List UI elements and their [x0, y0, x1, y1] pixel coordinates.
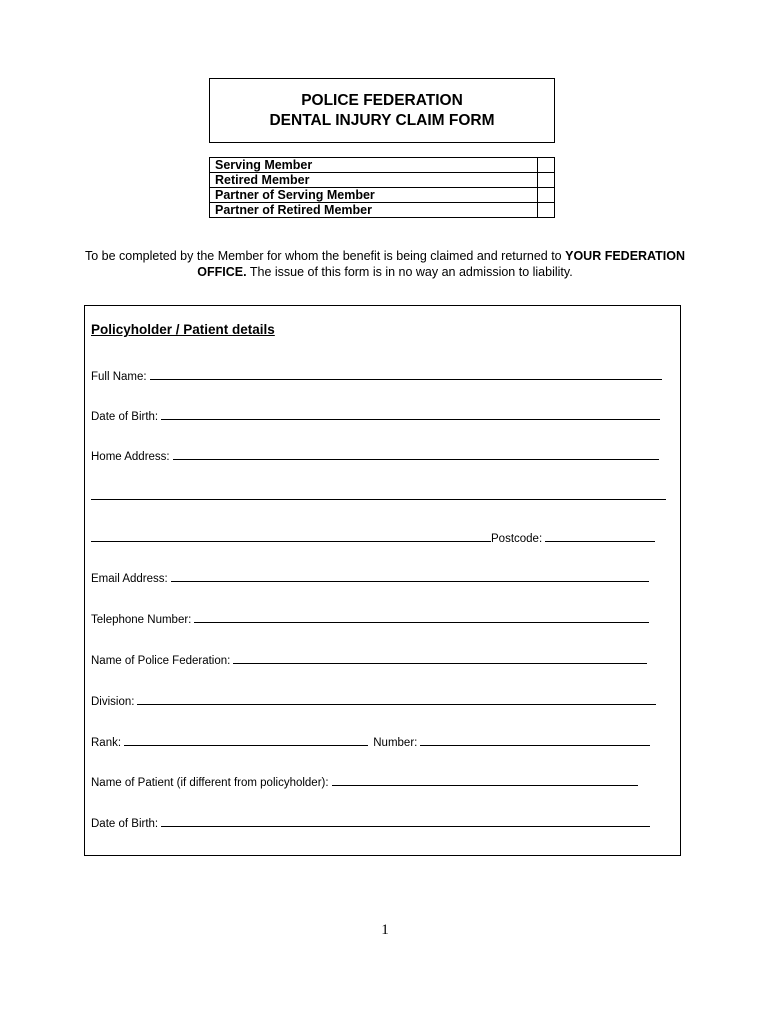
- email-row: [91, 570, 649, 586]
- date-of-birth-row: [91, 408, 660, 424]
- postcode-label: Postcode:: [491, 533, 543, 545]
- full-name-row: [91, 368, 662, 384]
- member-status-label: Partner of Serving Member: [210, 188, 538, 203]
- member-status-label: Partner of Retired Member: [210, 203, 538, 218]
- home-address-row: [91, 448, 659, 464]
- member-status-checkbox[interactable]: [538, 173, 555, 188]
- member-status-label: Retired Member: [210, 173, 538, 188]
- rank-label: Rank:: [91, 737, 122, 749]
- member-status-label: Serving Member: [210, 158, 538, 173]
- section-title: Policyholder / Patient details: [91, 322, 275, 337]
- policyholder-details-panel: [84, 305, 681, 856]
- instructions-part1: To be completed by the Member for whom the benefit is being claimed and returned to: [84, 249, 566, 263]
- rank-field[interactable]: [124, 734, 368, 746]
- form-title-line1: POLICE FEDERATION: [301, 91, 463, 109]
- home-address-line3-field[interactable]: [91, 530, 491, 542]
- number-field[interactable]: [420, 734, 650, 746]
- telephone-row: [91, 611, 649, 627]
- patient-name-label: Name of Patient (if different from policyholder):: [91, 777, 329, 789]
- member-status-checkbox[interactable]: [538, 158, 555, 173]
- email-label: Email Address:: [91, 573, 168, 585]
- email-field[interactable]: [171, 570, 649, 582]
- police-federation-row: [91, 652, 647, 668]
- telephone-label: Telephone Number:: [91, 614, 192, 626]
- member-status-checkbox[interactable]: [538, 188, 555, 203]
- police-federation-field[interactable]: [233, 652, 647, 664]
- form-title-line2: DENTAL INJURY CLAIM FORM: [269, 111, 495, 129]
- home-address-line2-row: [91, 488, 666, 504]
- instructions-bold: YOUR FEDERATION OFFICE.: [197, 249, 686, 279]
- division-field[interactable]: [137, 693, 656, 705]
- division-label: Division:: [91, 696, 135, 708]
- address-postcode-row: [91, 530, 655, 546]
- rank-number-row: [91, 734, 650, 750]
- instructions-part2: The issue of this form is in no way an admission to liability.: [246, 265, 573, 279]
- instructions-text: [60, 248, 710, 280]
- patient-dob-label: Date of Birth:: [91, 818, 159, 830]
- patient-dob-field[interactable]: [161, 815, 650, 827]
- division-row: [91, 693, 656, 709]
- patient-dob-row: [91, 815, 650, 831]
- member-status-row: [210, 188, 555, 203]
- home-address-line2-field[interactable]: [91, 488, 666, 500]
- full-name-label: Full Name:: [91, 371, 147, 383]
- member-status-table: [209, 157, 555, 218]
- form-title-box: [209, 78, 555, 143]
- telephone-field[interactable]: [194, 611, 649, 623]
- number-label: Number:: [373, 737, 418, 749]
- full-name-field[interactable]: [150, 368, 662, 380]
- date-of-birth-field[interactable]: [161, 408, 660, 420]
- date-of-birth-label: Date of Birth:: [91, 411, 159, 423]
- home-address-label: Home Address:: [91, 451, 170, 463]
- patient-name-field[interactable]: [332, 774, 638, 786]
- member-status-row: [210, 158, 555, 173]
- member-status-row: [210, 173, 555, 188]
- postcode-field[interactable]: [545, 530, 655, 542]
- member-status-row: [210, 203, 555, 218]
- patient-name-row: [91, 774, 638, 790]
- page-number: 1: [381, 922, 389, 938]
- home-address-field[interactable]: [173, 448, 659, 460]
- police-federation-label: Name of Police Federation:: [91, 655, 231, 667]
- member-status-checkbox[interactable]: [538, 203, 555, 218]
